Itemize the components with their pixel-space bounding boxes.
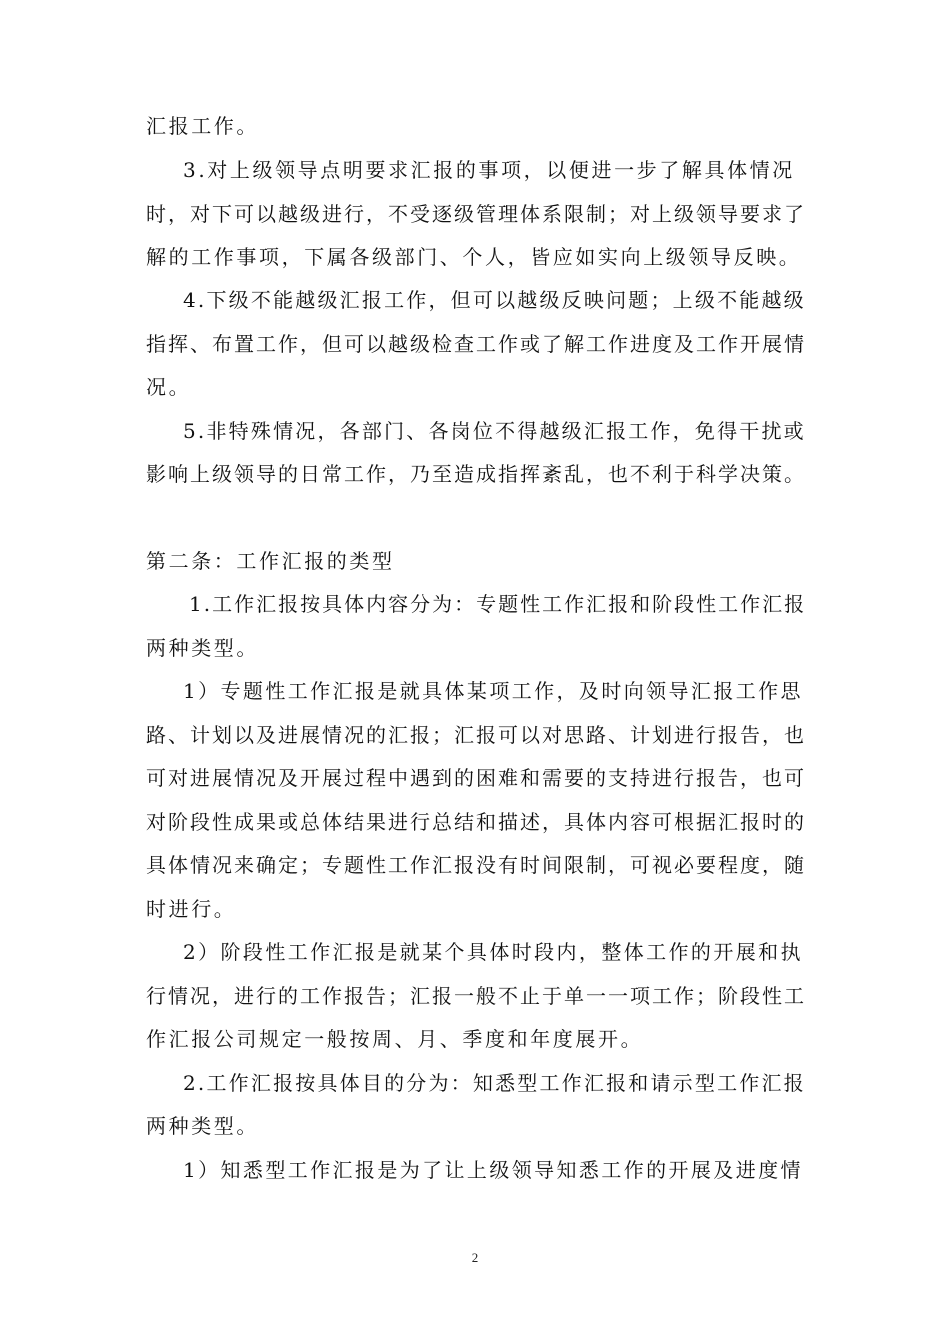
- text-line: 具体情况来确定；专题性工作汇报没有时间限制，可视必要程度，随: [146, 853, 806, 877]
- text-line: 对阶段性成果或总体结果进行总结和描述，具体内容可根据汇报时的: [146, 810, 806, 834]
- text-line: 3.对上级领导点明要求汇报的事项，以便进一步了解具体情况: [183, 158, 795, 182]
- text-line: 时，对下可以越级进行，不受逐级管理体系限制；对上级领导要求了: [146, 202, 806, 226]
- text-line: 1）知悉型工作汇报是为了让上级领导知悉工作的开展及进度情: [183, 1158, 803, 1182]
- text-line: 两种类型。: [146, 1114, 259, 1138]
- text-line: 2.工作汇报按具体目的分为：知悉型工作汇报和请示型工作汇报: [183, 1071, 806, 1095]
- text-line: 影响上级领导的日常工作，乃至造成指挥紊乱，也不利于科学决策。: [146, 462, 806, 486]
- text-line: 行情况，进行的工作报告；汇报一般不止于单一一项工作；阶段性工: [146, 984, 806, 1008]
- text-line: 1.工作汇报按具体内容分为：专题性工作汇报和阶段性工作汇报: [189, 592, 807, 616]
- text-line: 解的工作事项，下属各级部门、个人，皆应如实向上级领导反映。: [146, 245, 802, 269]
- text-line: 5.非特殊情况，各部门、各岗位不得越级汇报工作，免得干扰或: [183, 419, 806, 443]
- text-line: 汇报工作。: [146, 114, 259, 138]
- text-line: 两种类型。: [146, 636, 259, 660]
- text-line: 4.下级不能越级汇报工作，但可以越级反映问题；上级不能越级: [183, 288, 806, 312]
- text-line: 况。: [146, 375, 192, 399]
- page-number: 2: [471, 1250, 479, 1265]
- text-line: 路、计划以及进展情况的汇报；汇报可以对思路、计划进行报告，也: [146, 723, 806, 747]
- text-line: 时进行。: [146, 897, 237, 921]
- text-line: 可对进展情况及开展过程中遇到的困难和需要的支持进行报告，也可: [146, 766, 806, 790]
- section-heading: 第二条：工作汇报的类型: [146, 549, 395, 573]
- text-line: 2）阶段性工作汇报是就某个具体时段内，整体工作的开展和执: [183, 940, 803, 964]
- text-line: 作汇报公司规定一般按周、月、季度和年度展开。: [146, 1027, 644, 1051]
- text-line: 1）专题性工作汇报是就具体某项工作，及时向领导汇报工作思: [183, 679, 803, 703]
- text-line: 指挥、布置工作，但可以越级检查工作或了解工作进度及工作开展情: [146, 332, 806, 356]
